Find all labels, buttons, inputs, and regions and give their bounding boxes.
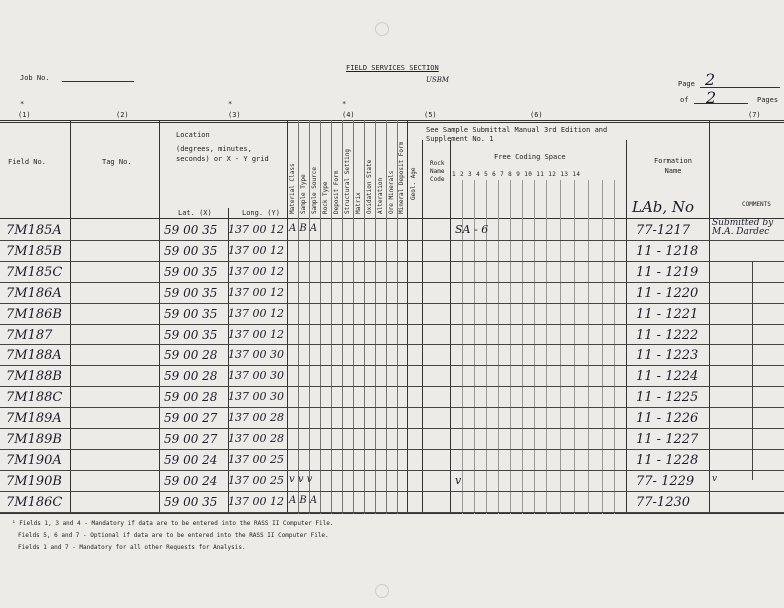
row-separator [0,324,784,325]
lab-no-cell: 77- 1229 [636,474,695,489]
field-no-cell: 7M189A [6,411,62,426]
header-tag-no: Tag No. [102,158,132,166]
lat-cell: 59 00 24 [164,474,218,488]
field-no-cell: 7M189B [6,432,62,447]
vline [709,120,710,514]
vline-thin [342,120,343,514]
comment-cell: Submitted by M.A. Dardec [712,218,774,237]
header-matrix: Matrix [355,192,362,214]
free-coding-cell: SA - 6 [455,223,489,236]
lab-no-cell: 77-1217 [636,223,691,238]
header-coding-numbers: 1 2 3 4 5 6 7 8 9 10 11 12 13 14 [452,171,581,178]
row-separator [0,282,784,283]
vline [422,140,423,514]
asterisk-1: * [20,100,25,108]
long-cell: 137 00 12 [228,328,284,341]
lab-no-cell: 11 - 1218 [636,244,699,259]
vline [407,120,408,514]
header-material-class: Material Class [289,163,296,214]
header-oxidation-state: Oxidation State [366,159,373,214]
lat-cell: 59 00 35 [164,223,218,237]
codes-cell: A B A [289,495,318,506]
vline-thin [574,180,575,514]
field-no-cell: 7M188C [6,390,63,405]
header-field-no: Field No. [8,158,46,166]
lab-no-cell: 11 - 1222 [636,328,699,343]
of-label: of [680,96,689,104]
header-long: Long. (Y) [242,209,280,217]
header-manual-note: See Sample Submittal Manual 3rd Edition and Supplement No. 1 [426,126,608,143]
comment-cell: v [712,474,718,484]
vline-thin [386,120,387,514]
lat-cell: 59 00 24 [164,453,218,467]
vline-thin [546,180,547,514]
long-cell: 137 00 25 [228,453,284,466]
lab-no-cell: 11 - 1223 [636,348,699,363]
footnote-3: Fields 1 and 7 - Mandatory for all other Requests for Analysis. [18,544,246,551]
field-no-cell: 7M186B [6,307,62,322]
lat-cell: 59 00 35 [164,495,218,509]
lab-no-cell: 11 - 1228 [636,453,699,468]
vline [287,120,288,514]
handwritten-lab-no: LAb, No [632,198,695,216]
job-blank [62,81,134,82]
long-cell: 137 00 28 [228,411,284,424]
vline [626,140,627,514]
codes-cell: A B A [289,223,318,234]
lat-cell: 59 00 28 [164,348,218,362]
lat-cell: 59 00 28 [164,369,218,383]
long-cell: 137 00 12 [228,495,284,508]
lab-no-cell: 77-1230 [636,495,691,510]
long-cell: 137 00 12 [228,244,284,257]
header-alteration: Alteration [377,177,384,214]
page-label: Page [678,80,695,88]
vline [159,120,160,514]
row-separator [0,449,784,450]
of-blank [694,103,748,104]
row-separator [0,407,784,408]
colnum-6: (6) [530,111,543,119]
header-rock-name-code: Rock Name Code [430,160,445,183]
vline-thin [364,120,365,514]
lab-no-cell: 11 - 1224 [636,369,699,384]
vline-thin [331,120,332,514]
long-cell: 137 00 30 [228,390,284,403]
vline-thin [588,180,589,514]
form-title: FIELD SERVICES SECTION [346,64,439,72]
colnum-1: (1) [18,111,31,119]
row-separator [0,428,784,429]
of-value: 2 [706,88,717,107]
lat-cell: 59 00 35 [164,265,218,279]
long-cell: 137 00 12 [228,286,284,299]
header-geol-age: Geol. Age [410,167,417,200]
header-comments: COMMENTS [742,201,771,208]
colnum-4: (4) [342,111,355,119]
ditto-line [752,262,753,480]
lab-no-cell: 11 - 1219 [636,265,699,280]
vline-thin [614,180,615,514]
vline-thin [510,180,511,514]
row-separator [0,303,784,304]
long-cell: 137 00 12 [228,265,284,278]
field-no-cell: 7M187 [6,328,53,343]
footnote-1: ¹ Fields 1, 3 and 4 - Mandatory if data are to be entered into the RASS II Computer File. [12,520,334,527]
header-sample-source: Sample Source [311,167,318,214]
vline-thin [298,120,299,514]
lab-no-cell: 11 - 1220 [636,286,699,301]
field-no-cell: 7M188B [6,369,62,384]
row-separator [0,365,784,366]
field-no-cell: 7M188A [6,348,62,363]
header-ore-minerals: Ore Minerals [388,170,395,214]
field-no-cell: 7M185C [6,265,63,280]
field-no-cell: 7M186C [6,495,63,510]
lab-no-cell: 11 - 1221 [636,307,699,322]
long-cell: 137 00 25 [228,474,284,487]
asterisk-4: * [342,100,347,108]
header-sample-type: Sample Type [300,174,307,214]
lat-cell: 59 00 35 [164,307,218,321]
vline-thin [560,180,561,514]
field-no-cell: 7M190B [6,474,62,489]
row-separator [0,344,784,345]
vline-thin [534,180,535,514]
pages-label: Pages [757,96,779,104]
colnum-3: (3) [228,111,241,119]
lat-cell: 59 00 35 [164,286,218,300]
vline-thin [602,180,603,514]
field-no-cell: 7M185B [6,244,62,259]
row-separator [0,386,784,387]
vline-thin [375,120,376,514]
colnum-2: (2) [116,111,129,119]
asterisk-3: * [228,100,233,108]
vline [70,120,71,514]
row-separator [0,240,784,241]
field-no-cell: 7M185A [6,223,62,238]
footnote-2: Fields 5, 6 and 7 - Optional if data are to be entered into the RASS II Computer File. [18,532,329,539]
colnum-7: (7) [748,111,761,119]
row-separator [0,261,784,262]
lat-cell: 59 00 27 [164,432,218,446]
field-no-cell: 7M186A [6,286,62,301]
table-bottom-line [0,513,784,514]
field-no-cell: 7M190A [6,453,62,468]
header-mineral-deposit-form: Mineral Deposit Form [398,141,405,214]
header-location-desc: (degrees, minutes, seconds) or X - Y grid [176,145,269,163]
job-label: Job No. [20,74,50,82]
long-cell: 137 00 12 [228,307,284,320]
header-free-coding: Free Coding Space [494,153,566,161]
lat-cell: 59 00 35 [164,328,218,342]
punch-hole [375,22,389,36]
table-top-line-2 [0,122,784,123]
long-cell: 137 00 28 [228,432,284,445]
header-bottom-line [0,218,784,219]
vline-thin [522,180,523,514]
page-value: 2 [705,70,716,89]
header-rock-type: Rock Type [322,181,329,214]
lat-cell: 59 00 28 [164,390,218,404]
vline-thin [498,180,499,514]
vline-thin [320,120,321,514]
header-lat: Lat. (X) [178,209,212,217]
row-separator [0,512,784,513]
row-separator [0,491,784,492]
table-top-line [0,120,784,121]
header-location: Location [176,131,210,139]
form-subtitle: USBM [426,76,450,84]
colnum-5: (5) [424,111,437,119]
codes-cell: v v v [289,474,313,485]
long-cell: 137 00 30 [228,369,284,382]
vline-thin [309,120,310,514]
lab-no-cell: 11 - 1225 [636,390,699,405]
lat-cell: 59 00 27 [164,411,218,425]
header-deposit-form: Deposit Form [333,170,340,214]
header-formation: Formation Name [654,157,692,175]
punch-hole [375,584,389,598]
long-cell: 137 00 12 [228,223,284,236]
free-coding-cell: v [455,474,462,487]
lab-no-cell: 11 - 1227 [636,432,699,447]
vline [450,140,451,514]
long-cell: 137 00 30 [228,348,284,361]
vline-thin [353,120,354,514]
lat-cell: 59 00 35 [164,244,218,258]
lab-no-cell: 11 - 1226 [636,411,699,426]
row-separator [0,470,784,471]
header-structural-setting: Structural Setting [344,148,351,214]
